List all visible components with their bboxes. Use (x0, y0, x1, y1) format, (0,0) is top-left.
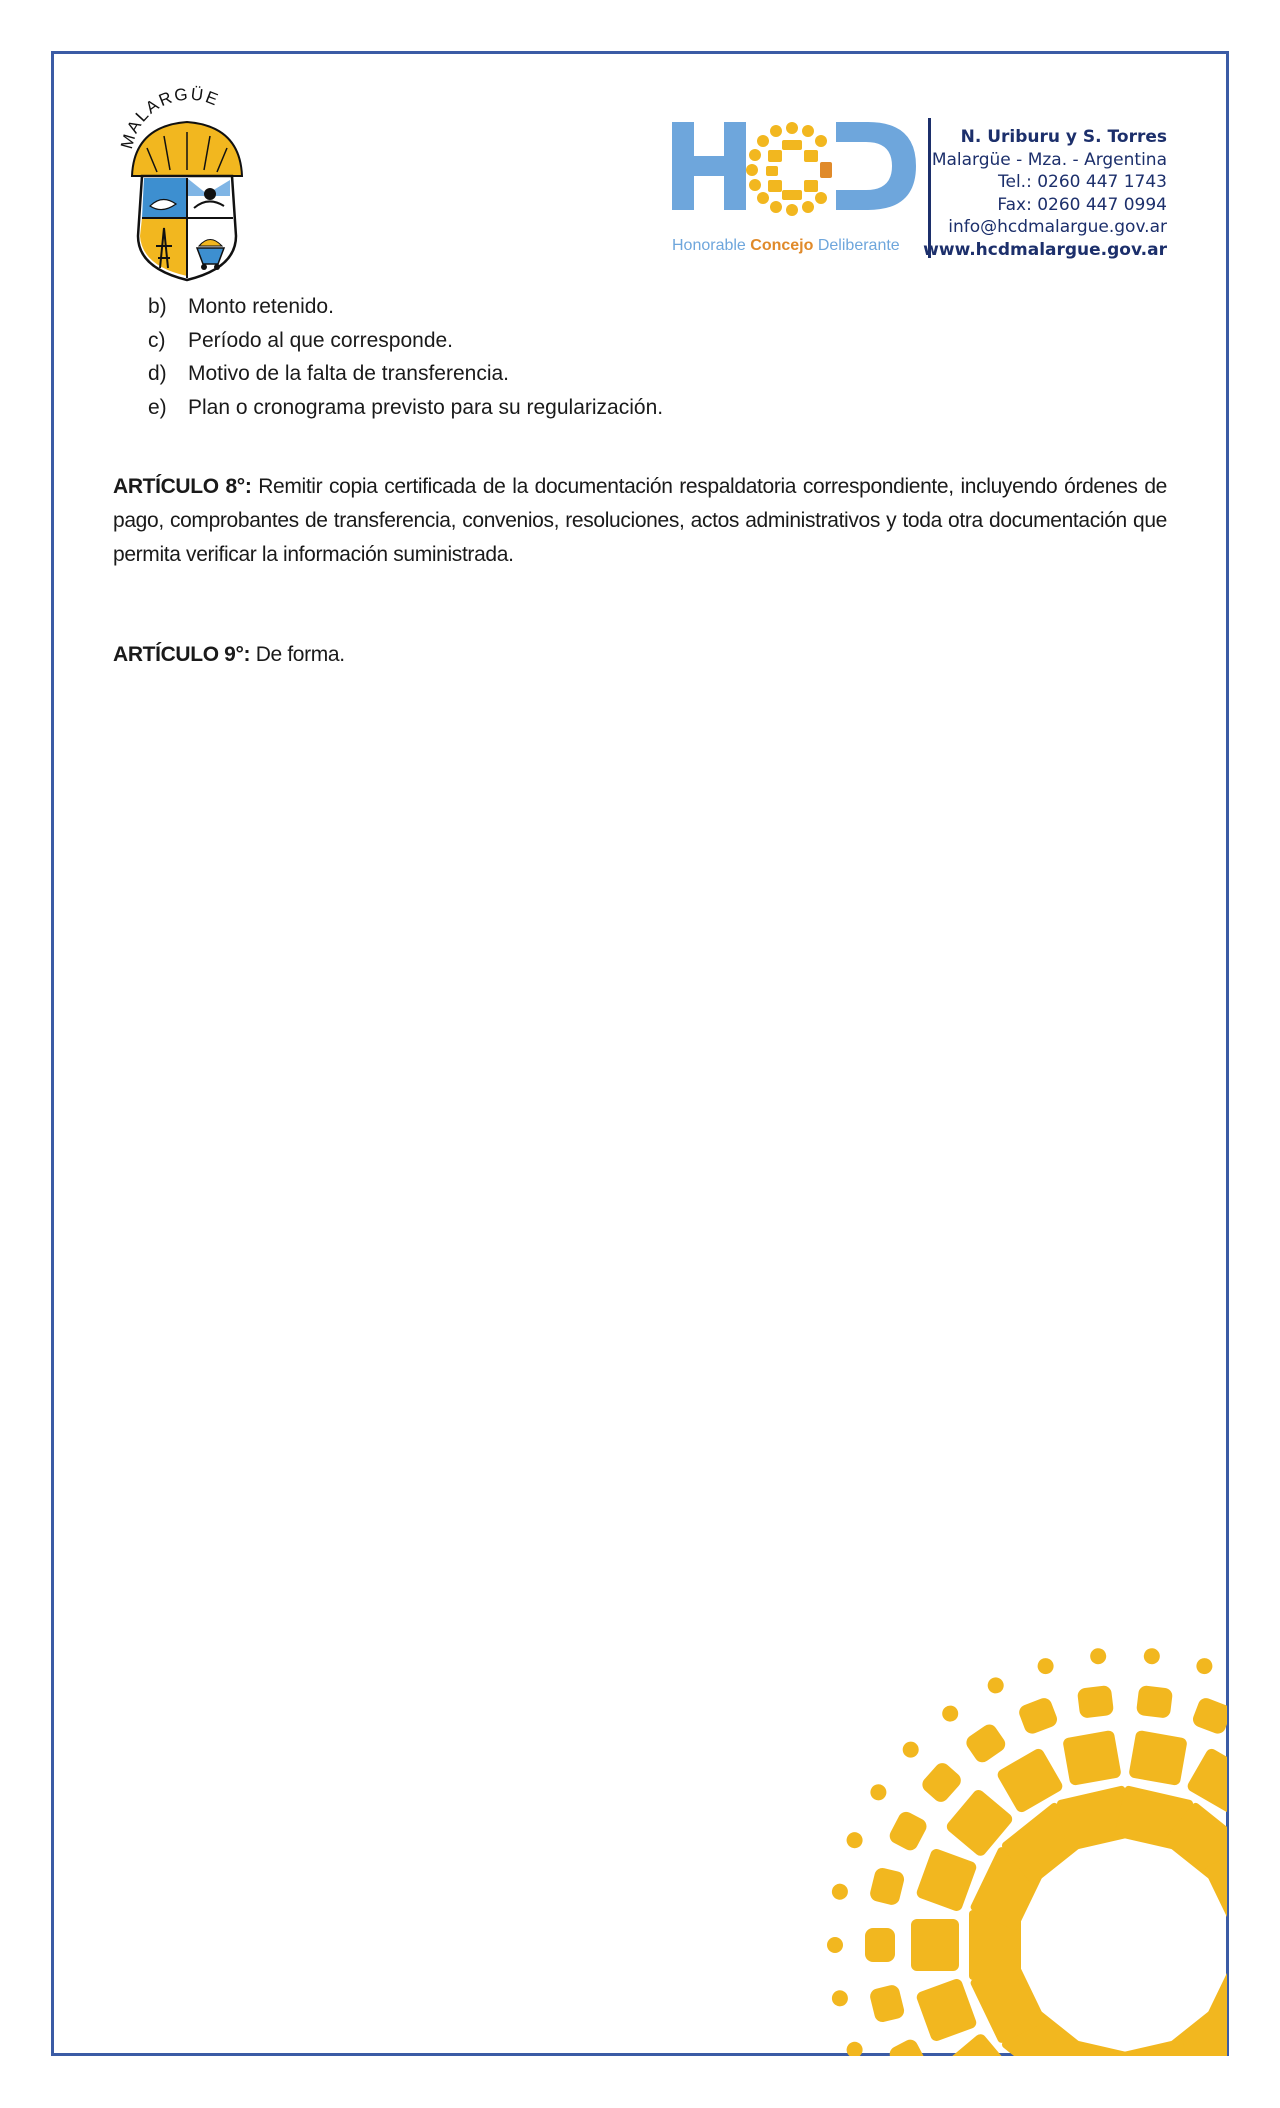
contact-fax: Fax: 0260 447 0994 (997, 194, 1167, 215)
list-item-text: Motivo de la falta de transferencia. (188, 362, 510, 385)
ring-tile (867, 1781, 889, 1803)
ring-tile (899, 1738, 922, 1761)
contact-city: Malargüe - Mza. - Argentina (931, 149, 1167, 170)
contact-tel: Tel.: 0260 447 1743 (998, 172, 1167, 192)
list-item (148, 290, 663, 324)
article-8-heading: ARTÍCULO 8°: (113, 475, 252, 498)
decorative-tile-ring (740, 1630, 1227, 2056)
crest-arc-text: MALARGÜE (117, 84, 223, 151)
contact-block (907, 126, 1167, 261)
list-item-letter: d) (148, 362, 167, 385)
ring-tile (963, 1721, 1008, 1765)
ring-tile (1191, 1696, 1227, 1736)
hcd-logo (668, 114, 936, 264)
ring-tile (915, 1847, 978, 1912)
ring-tile (887, 2037, 929, 2056)
ring-tile (831, 1882, 850, 1901)
hcd-caption-honorable: Honorable (672, 237, 751, 254)
ring-tile (915, 1977, 978, 2042)
article-9-heading: ARTÍCULO 9°: (113, 643, 251, 666)
ring-tile (911, 1919, 959, 1971)
list-item-letter: b) (148, 295, 167, 318)
requirements-list (148, 290, 663, 424)
list-item-letter: c) (148, 328, 166, 352)
ring-tile (865, 1928, 895, 1962)
ring-tile (844, 2039, 865, 2056)
article-8-paragraph (113, 470, 1167, 572)
hcd-caption-concejo: Concejo (750, 237, 814, 254)
ring-tile (1128, 1730, 1188, 1786)
ring-tile (1062, 1730, 1122, 1786)
contact-website: www.hcdmalargue.gov.ar (923, 239, 1167, 260)
ring-tile (939, 1702, 961, 1724)
article-9-text: De forma. (250, 643, 345, 666)
article-8-text: Remitir copia certificada de la documentación respaldatoria correspondiente, incluyendo órdenes de pago, comprobantes de transferencia, convenios, resoluciones, actos administrativos y toda otra documentación que permita verificar la información suministrada. (113, 475, 1167, 566)
contact-email: info@hcdmalargue.gov.ar (948, 217, 1167, 237)
ring-tile (1195, 1656, 1215, 1676)
ring-tile (868, 1984, 905, 2024)
contact-address: N. Uriburu y S. Torres (960, 127, 1167, 147)
ring-tile (827, 1937, 843, 1953)
ring-tile (831, 1989, 850, 2008)
ring-tile (1036, 1656, 1056, 1676)
ring-tile (919, 1760, 964, 1805)
malargue-crest-logo (112, 68, 262, 283)
ring-tile (1077, 1685, 1114, 1719)
ring-tile (985, 1675, 1006, 1696)
list-item-letter: e) (148, 395, 167, 419)
list-item-text: Monto retenido. (188, 295, 334, 318)
ring-tiles (827, 1647, 1227, 2056)
ring-tile (1143, 1647, 1160, 1664)
ring-tile (1089, 1647, 1106, 1664)
ring-tile (868, 1866, 905, 1906)
ring-tile (844, 1830, 865, 1851)
ring-tile (887, 1809, 929, 1853)
ring-tile (1017, 1696, 1059, 1736)
svg-text:Honorable Concejo Deliberante (672, 237, 900, 254)
list-item-text: Plan o cronograma previsto para su regularización. (188, 395, 664, 419)
hcd-caption-deliberante: Deliberante (813, 237, 900, 254)
list-item (148, 391, 663, 425)
ring-tile (1136, 1685, 1173, 1719)
article-9-paragraph (113, 638, 1167, 672)
list-item (148, 324, 663, 358)
list-item (148, 357, 663, 391)
list-item-text: Período al que corresponde. (188, 328, 454, 352)
